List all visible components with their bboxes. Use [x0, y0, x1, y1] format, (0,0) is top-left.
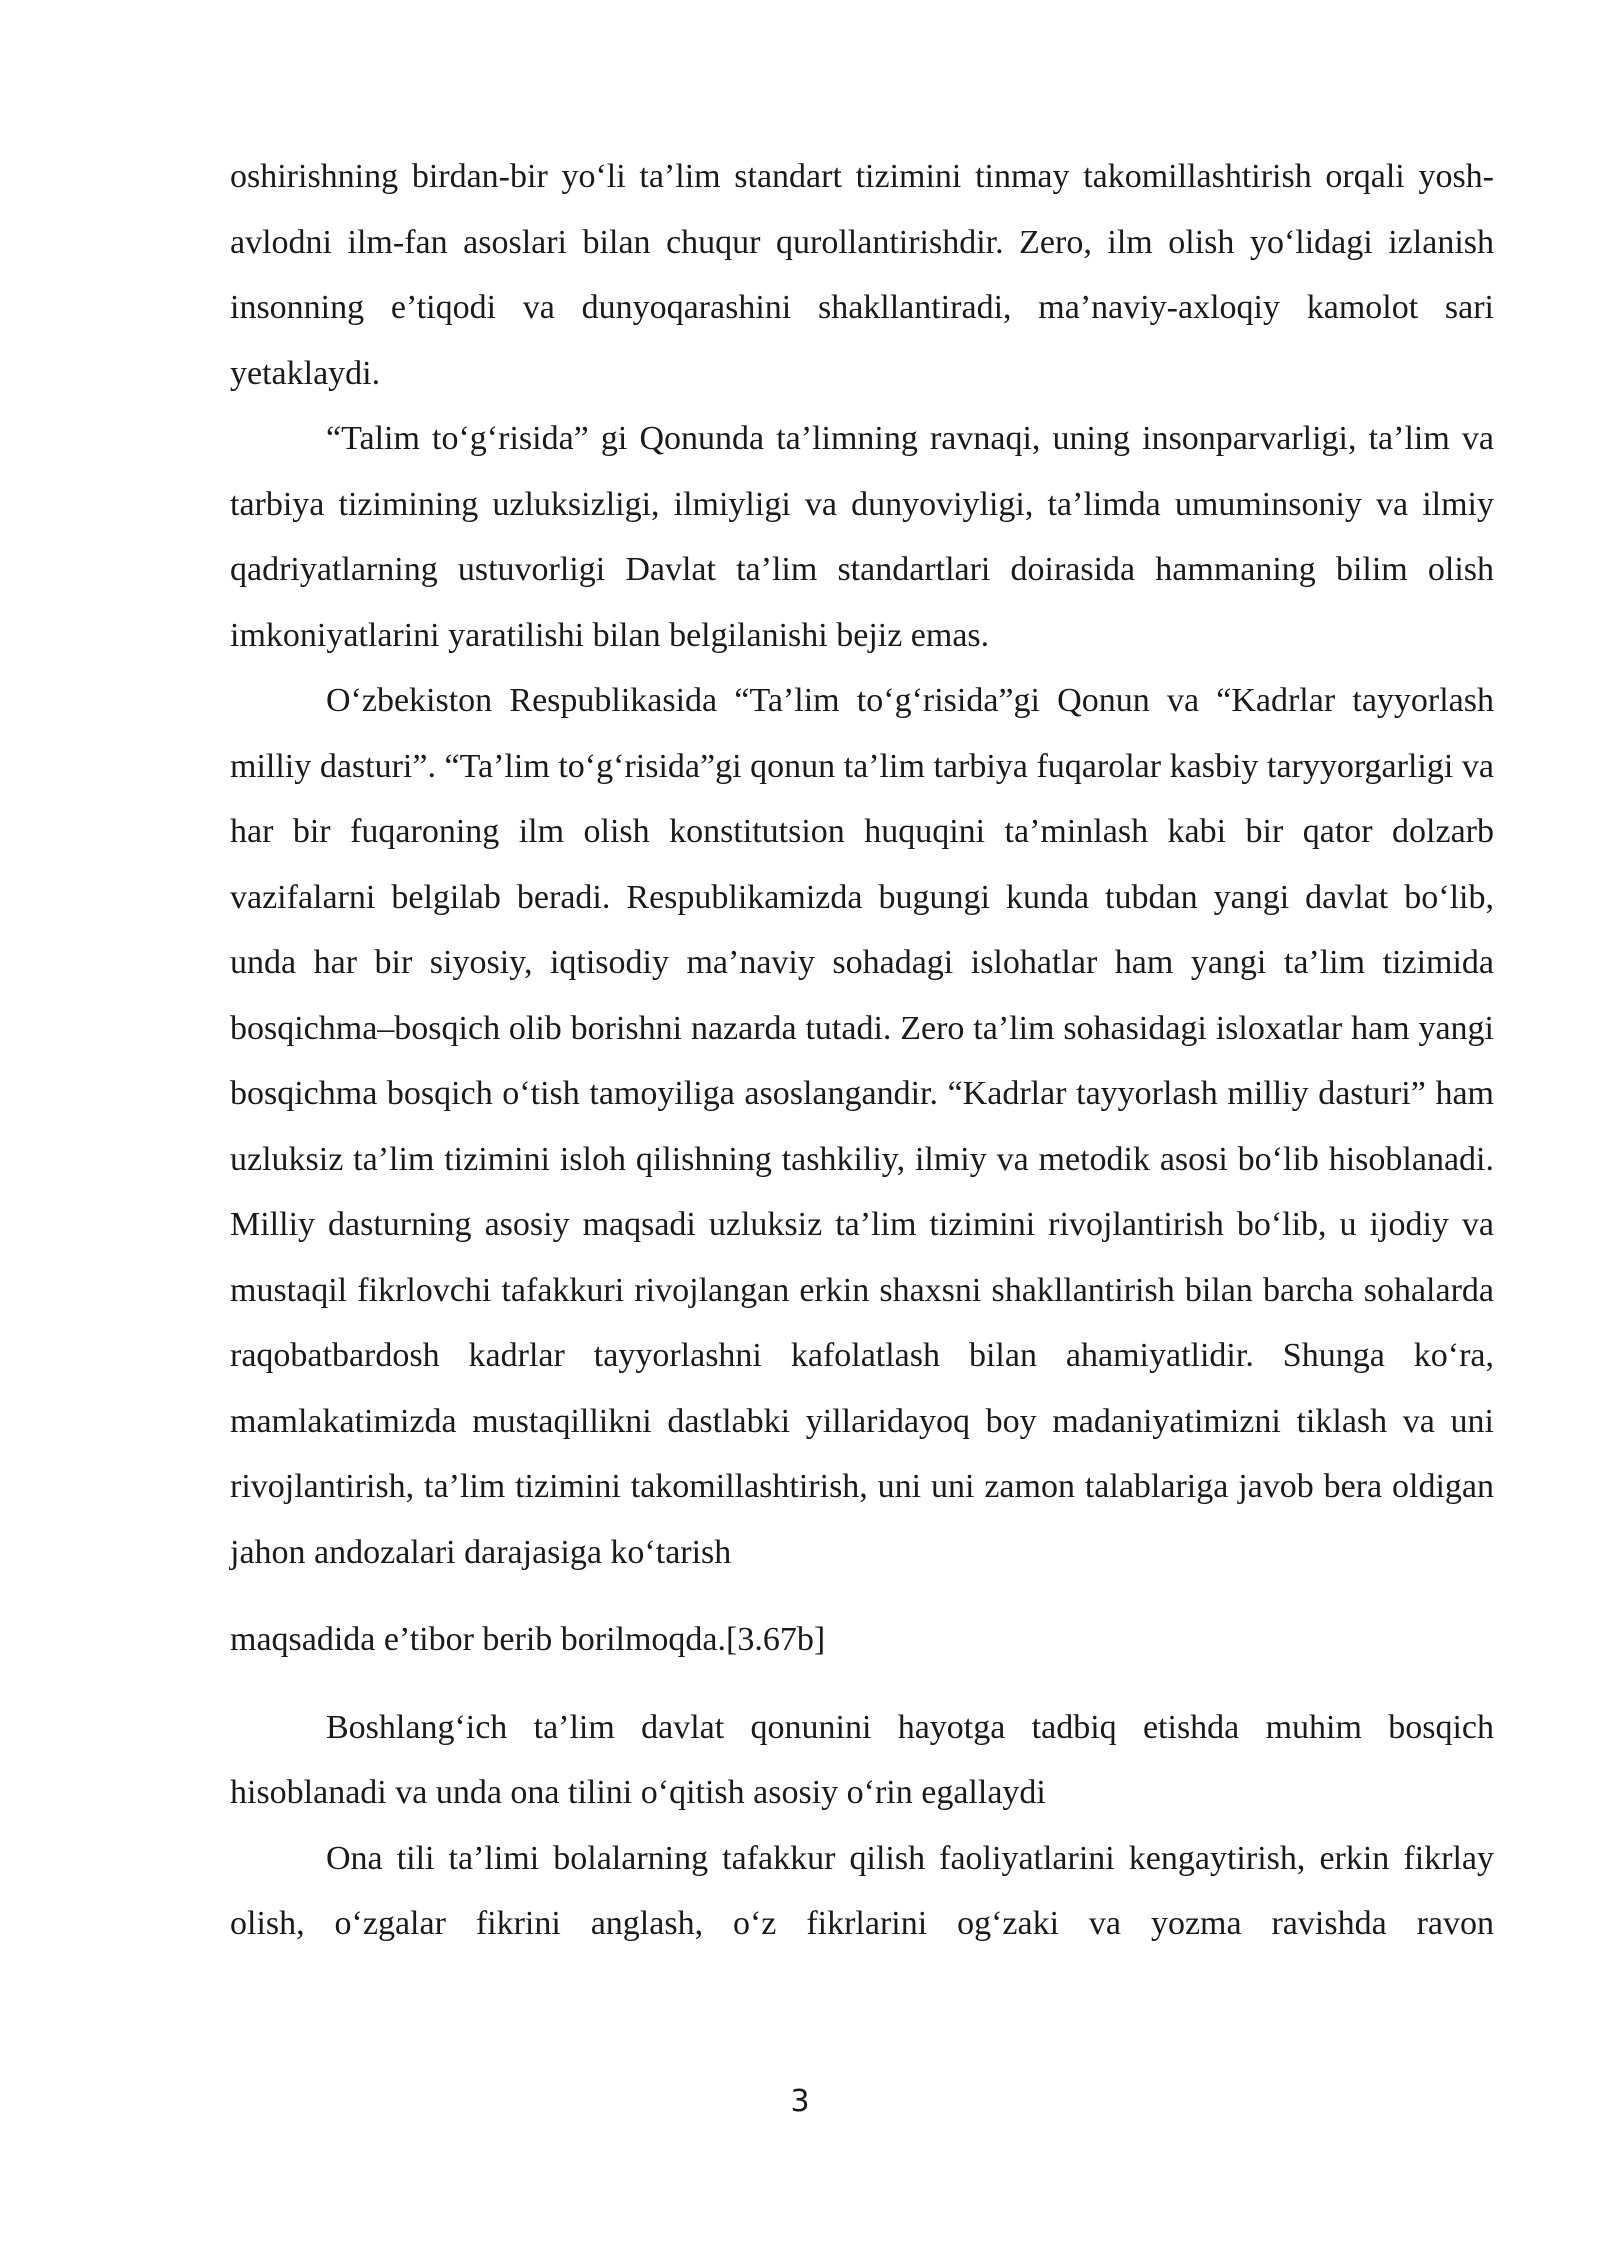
paragraph-3-reference-line: maqsadida e’tibor berib borilmoqda.[3.67b]	[230, 1621, 826, 1658]
paragraph-5: Ona tili ta’limi bolalarning tafakkur qilish faoliyatlarini kengaytirish, erkin fikrlay olish, o‘zgalar fikrini anglash, o‘z fikrlarini og‘zaki va yozma ravishda ravon	[230, 1839, 1494, 1942]
body-text	[230, 144, 1494, 1957]
paragraph-4: Boshlang‘ich ta’lim davlat qonunini hayotga tadbiq etishda muhim bosqich hisoblanadi va unda ona tilini o‘qitish asosiy o‘rin egallaydi	[230, 1708, 1494, 1811]
page-number: 3	[790, 2084, 810, 2119]
paragraph-3: O‘zbekiston Respublikasida “Ta’lim to‘g‘risida”gi Qonun va “Kadrlar tayyorlash milliy dasturi”. “Ta’lim to‘g‘risida”gi qonun ta’lim tarbiya fuqarolar kasbiy taryyorgarligi va har bir fuqaroning ilm olish konstitutsion huquqini ta’minlash kabi bir qator dolzarb vazifalarni belgilab beradi. Respublikamizda bugungi kunda tubdan yangi davlat bo‘lib, unda har bir siyosiy, iqtisodiy ma’naviy sohadagi islohatlar ham yangi ta’lim tizimida bosqichma–bosqich olib borishni nazarda tutadi. Zero ta’lim sohasidagi isloxatlar ham yangi bosqichma bosqich o‘tish tamoyiliga asoslangandir. “Kadrlar tayyorlash milliy dasturi” ham uzluksiz ta’lim tizimini isloh qilishning tashkiliy, ilmiy va metodik asosi bo‘lib hisoblanadi. Milliy dasturning asosiy maqsadi uzluksiz ta’lim tizimini rivojlantirish bo‘lib, u ijodiy va mustaqil fikrlovchi tafakkuri rivojlangan erkin shaxsni shakllantirish bilan barcha sohalarda raqobatbardosh kadrlar tayyorlashni kafolatlash bilan ahamiyatlidir. Shunga ko‘ra, mamlakatimizda mustaqillikni dastlabki yillaridayoq boy madaniyatimizni tiklash va uni rivojlantirish, ta’lim tizimini takomillashtirish, uni uni zamon talablariga javob bera oldigan jahon andozalari darajasiga ko‘tarish	[230, 682, 1494, 1571]
paragraph-2: “Talim to‘g‘risida” gi Qonunda ta’limning ravnaqi, uning insonparvarligi, ta’lim va tarbiya tizimining uzluksizligi, ilmiyligi va dunyoviyligi, ta’limda umuminsoniy va ilmiy qadriyatlarning ustuvorligi Davlat ta’lim standartlari doirasida hammaning bilim olish imkoniyatlarini yaratilishi bilan belgilanishi bejiz emas.	[230, 420, 1494, 654]
paragraph-1: oshirishning birdan-bir yo‘li ta’lim standart tizimini tinmay takomillashtirish orqali yosh-avlodni ilm-fan asoslari bilan chuqur qurollantirishdir. Zero, ilm olish yo‘lidagi izlanish insonning e’tiqodi va dunyoqarashini shakllantiradi, ma’naviy-axloqiy kamolot sari yetaklaydi.	[230, 158, 1494, 392]
